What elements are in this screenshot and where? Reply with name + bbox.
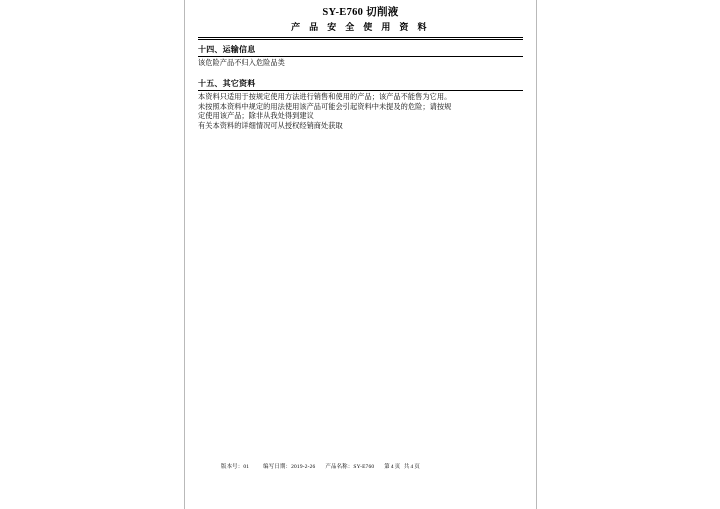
footer-date-value: 2019-2-26 [291,464,316,470]
title-divider-top [198,37,523,38]
section-other-body [198,93,523,131]
footer-product-label: 产品名称： [325,464,354,470]
section-other-line-4: 有关本资料的详细情况可从授权经销商处获取 [198,121,343,130]
document-sheet [184,0,537,509]
footer-version-value: 01 [243,464,250,470]
footer-product-value: SY-E760 [353,464,375,470]
section-other-line-1: 本资料只适用于按规定使用方法进行销售和使用的产品；该产品不能售为它用。 [198,93,452,102]
section-transport-body [198,59,523,68]
document-content [198,6,523,501]
footer-page-label: 第 [384,464,391,470]
document-footer [211,463,510,471]
footer-page-total: 4 [410,464,415,470]
footer-date-label: 编写日期： [263,464,292,470]
footer-page-of: 页 共 [394,464,411,470]
section-gap [198,68,523,74]
section-transport-line-1: 该危险产品不归入危险品类 [198,59,285,67]
section-transport-heading: 十四、运输信息 [198,45,256,54]
section-transport [198,44,523,68]
section-other-divider [198,90,523,91]
title-divider-bottom [198,39,523,40]
document-subtitle: 产 品 安 全 使 用 资 料 [291,22,430,32]
section-other-heading: 十五、其它资料 [198,79,256,89]
footer-page-current: 4 [390,464,395,470]
section-other-line-3: 定使用该产品；除非从我处得到建议 [198,112,314,121]
footer-version-label: 版本号： [221,464,244,470]
section-other-line-2: 未按照本资料中规定的用法使用该产品可能会引起资料中未提及的危险；请按规 [198,102,452,111]
footer-page-unit: 页 [414,464,421,470]
section-transport-divider [198,56,523,57]
section-other [198,78,523,131]
document-title: SY-E760 切削液 [322,7,399,18]
